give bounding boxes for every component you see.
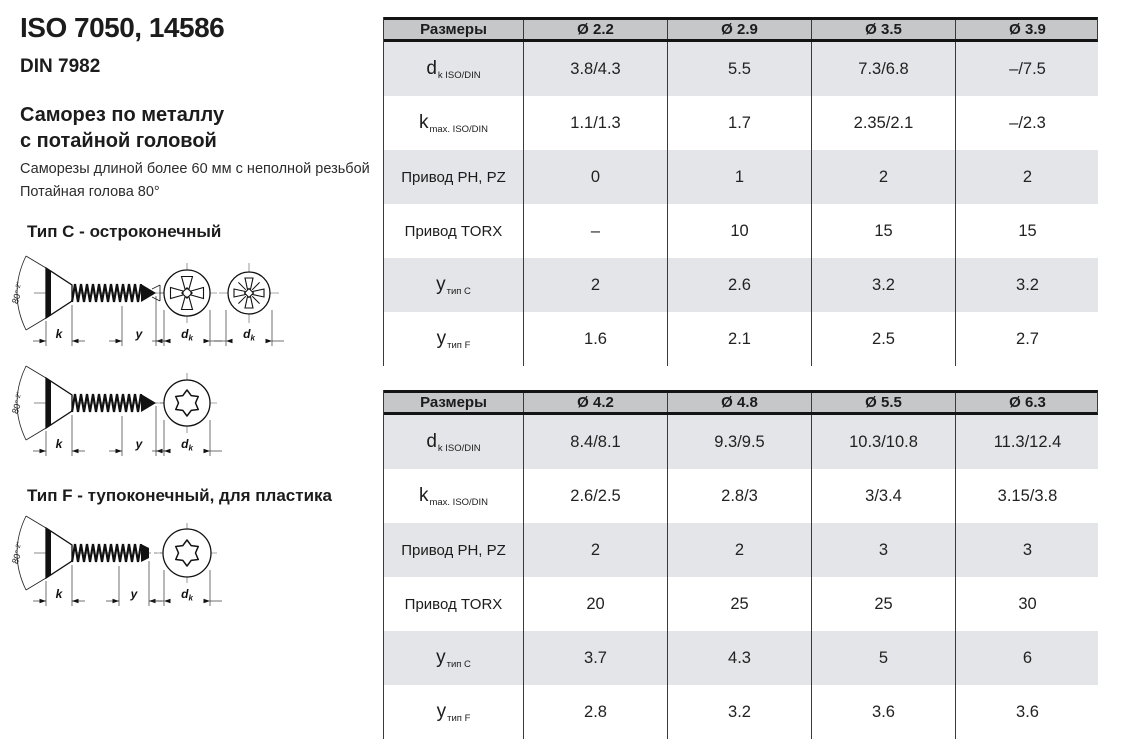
cell-value: 3.2 <box>811 258 955 312</box>
table-row <box>384 685 1098 739</box>
cell-value: 30 <box>955 577 1099 631</box>
product-name <box>20 102 224 154</box>
cell-value: 2.8 <box>523 685 667 739</box>
cell-value: 3.7 <box>523 631 667 685</box>
diameter-column-header: Ø 2.9 <box>667 20 811 39</box>
table-row <box>384 523 1098 577</box>
cell-value: 2 <box>955 150 1099 204</box>
description-line2: Потайная голова 80° <box>20 184 160 201</box>
torx-head-outline <box>164 380 210 426</box>
cell-value: 25 <box>667 577 811 631</box>
cell-value: 1.1/1.3 <box>523 96 667 150</box>
cell-value: 2.8/3 <box>667 469 811 523</box>
cell-value: 3.6 <box>955 685 1099 739</box>
cell-value: 1.6 <box>523 312 667 366</box>
table-row <box>384 469 1098 523</box>
row-label-subscript: тип F <box>447 712 471 724</box>
product-description <box>20 158 370 205</box>
standard-subtitle: DIN 7982 <box>20 56 101 77</box>
cell-value: 2 <box>523 258 667 312</box>
cell-value: 11.3/12.4 <box>955 415 1099 469</box>
type-f-heading: Тип F - тупоконечный, для пластика <box>27 486 332 505</box>
cell-value: 8.4/8.1 <box>523 415 667 469</box>
row-label <box>384 96 523 150</box>
cell-value: 0 <box>523 150 667 204</box>
row-label-main: y <box>436 700 447 722</box>
cell-value: 3.2 <box>667 685 811 739</box>
page-title: ISO 7050, 14586 <box>20 12 225 43</box>
cell-value: 2 <box>667 523 811 577</box>
row-label-subscript: max. ISO/DIN <box>429 496 489 508</box>
cell-value: 20 <box>523 577 667 631</box>
cell-value: 10.3/10.8 <box>811 415 955 469</box>
table-row <box>384 42 1098 96</box>
cell-value: 6 <box>955 631 1099 685</box>
row-label-main: Привод PH, PZ <box>401 541 506 559</box>
diameter-column-header: Ø 3.9 <box>955 20 1099 39</box>
diameter-column-header: Ø 3.5 <box>811 20 955 39</box>
type-c-torx-drawing <box>4 358 234 472</box>
row-label-subscript: max. ISO/DIN <box>429 123 489 135</box>
diameter-column-header: Ø 4.8 <box>667 393 811 412</box>
table-row <box>384 96 1098 150</box>
table-row <box>384 312 1098 366</box>
cell-value: 2 <box>811 150 955 204</box>
row-label-main: k <box>418 484 429 506</box>
row-label-subscript: тип C <box>446 285 471 297</box>
row-label-main: y <box>436 273 446 295</box>
dimensions-table-large <box>383 390 1098 739</box>
row-label-main: Привод TORX <box>404 222 503 240</box>
cell-value: 3 <box>955 523 1099 577</box>
row-label-main: y <box>436 646 446 668</box>
type-f-torx-drawing <box>4 508 234 628</box>
row-label-main: Привод PH, PZ <box>401 168 506 186</box>
row-label-subscript: k ISO/DIN <box>437 442 481 454</box>
row-label-main: d <box>426 57 437 79</box>
row-label <box>384 523 523 577</box>
row-label <box>384 42 523 96</box>
row-label-subscript: тип C <box>446 658 471 670</box>
product-name-line1: Саморез по металлу <box>20 104 225 126</box>
diameter-column-header: Ø 2.2 <box>523 20 667 39</box>
cell-value: 1 <box>667 150 811 204</box>
dimensions-table-small <box>383 17 1098 366</box>
cell-value: 2.5 <box>811 312 955 366</box>
cell-value: 4.3 <box>667 631 811 685</box>
row-label-main: y <box>436 327 447 349</box>
cell-value: 15 <box>955 204 1099 258</box>
cell-value: 5 <box>811 631 955 685</box>
row-label <box>384 469 523 523</box>
row-label <box>384 312 523 366</box>
row-label <box>384 577 523 631</box>
row-label <box>384 685 523 739</box>
description-line1: Саморезы длиной более 60 мм с неполной резьбой <box>20 161 370 177</box>
type-c-heading: Тип C - остроконечный <box>27 222 222 241</box>
cell-value: 3.8/4.3 <box>523 42 667 96</box>
pz-recess-icon <box>234 278 264 308</box>
cell-value: 15 <box>811 204 955 258</box>
diameter-column-header: Ø 4.2 <box>523 393 667 412</box>
row-label-main: k <box>418 111 429 133</box>
size-column-header: Размеры <box>420 394 487 411</box>
row-label <box>384 204 523 258</box>
cell-value: 2.35/2.1 <box>811 96 955 150</box>
cell-value: 1.7 <box>667 96 811 150</box>
cell-value: 3.2 <box>955 258 1099 312</box>
row-label <box>384 258 523 312</box>
row-label-subscript: k ISO/DIN <box>437 69 481 81</box>
row-label-subscript: тип F <box>447 339 471 351</box>
cell-value: 2.1 <box>667 312 811 366</box>
row-label-main: d <box>426 430 437 452</box>
row-label <box>384 415 523 469</box>
diameter-column-header: Ø 6.3 <box>955 393 1099 412</box>
cell-value: –/7.5 <box>955 42 1099 96</box>
table-row <box>384 577 1098 631</box>
torx-head-outline <box>163 529 211 577</box>
cell-value: 2.6 <box>667 258 811 312</box>
row-label-main: Привод TORX <box>404 595 503 613</box>
cell-value: –/2.3 <box>955 96 1099 150</box>
table-row <box>384 258 1098 312</box>
cell-value: 5.5 <box>667 42 811 96</box>
cell-value: 2 <box>523 523 667 577</box>
product-name-line2: с потайной головой <box>20 130 217 152</box>
cell-value: 2.6/2.5 <box>523 469 667 523</box>
cell-value: – <box>523 204 667 258</box>
table-row <box>384 631 1098 685</box>
cell-value: 25 <box>811 577 955 631</box>
cell-value: 3 <box>811 523 955 577</box>
cell-value: 3/3.4 <box>811 469 955 523</box>
table-header-row <box>384 17 1098 42</box>
row-label <box>384 631 523 685</box>
cell-value: 3.6 <box>811 685 955 739</box>
table-row <box>384 150 1098 204</box>
size-column-header: Размеры <box>420 21 487 38</box>
row-label <box>384 150 523 204</box>
cell-value: 7.3/6.8 <box>811 42 955 96</box>
type-c-ph-pz-drawing <box>4 248 284 362</box>
cell-value: 9.3/9.5 <box>667 415 811 469</box>
cell-value: 2.7 <box>955 312 1099 366</box>
table-row <box>384 204 1098 258</box>
table-header-row <box>384 390 1098 415</box>
cell-value: 3.15/3.8 <box>955 469 1099 523</box>
diameter-column-header: Ø 5.5 <box>811 393 955 412</box>
cell-value: 10 <box>667 204 811 258</box>
table-row <box>384 415 1098 469</box>
